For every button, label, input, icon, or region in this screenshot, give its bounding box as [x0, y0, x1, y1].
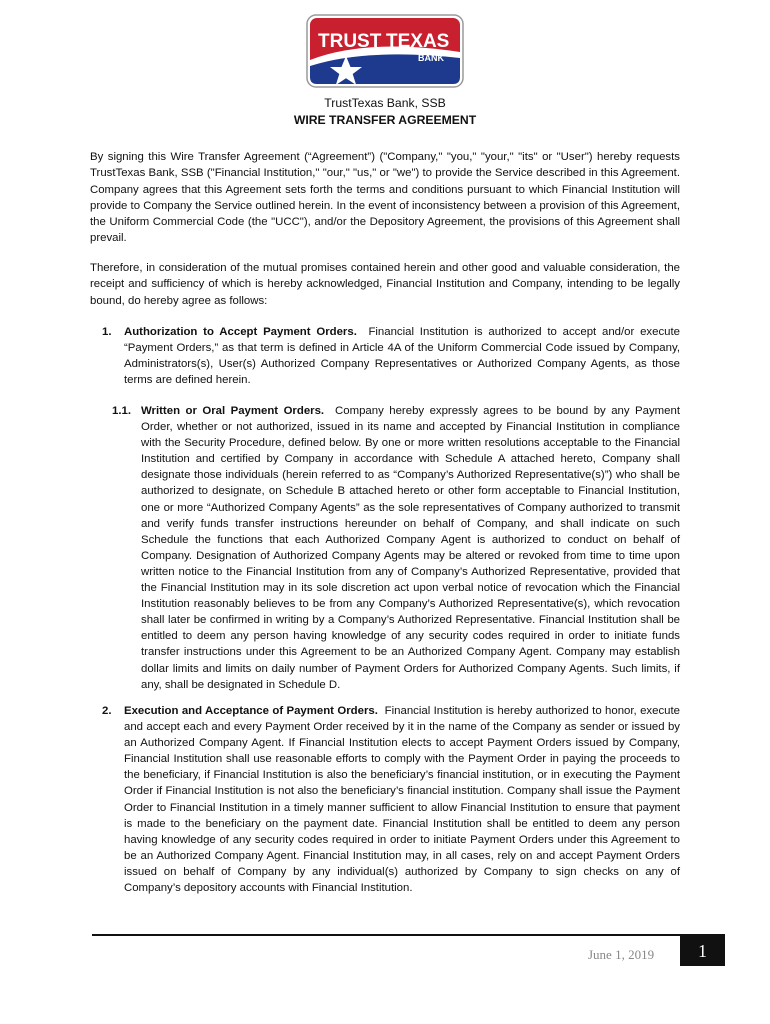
footer-rule — [92, 934, 680, 936]
section-1-1 — [112, 403, 680, 693]
intro-paragraph: By signing this Wire Transfer Agreement (“Agreement”) ("Company," "you," "your," "its" or "User") hereby requests TrustTexas Bank, SSB ("Financial Institution," "our," "us," or "we") to provide the Service described in this Agreement. Company agrees that this Agreement sets forth the terms and conditions pursuant to which Financial Institution will provide to Company the Service outlined herein. In the event of inconsistency between a provision of this Agreement, the Uniform Commercial Code (the "UCC"), and/or the Depository Agreement, the provisions of this Agreement shall prevail. — [90, 151, 680, 245]
logo-texas-text: TEXAS — [386, 31, 450, 52]
section-text: Company hereby expressly agrees to be bound by any Payment Order, whether or not authorized, issued in its name and accepted by Financial Institution in compliance with the Security Procedure, defined below. By one or more written resolutions acceptable to the Financial Institution and certified by Company in accordance with Schedule A attached hereto, Company shall designate those individuals (herein referred to as “Company’s Authorized Representative(s)”) who shall be authorized to designate, on Schedule B attached hereto or other form acceptable to Financial Institution, one or more “Authorized Company Agents” as the sole representatives of Company authorized to transmit and verify funds transfer instructions hereunder on behalf of Company, and shall indicate on such Schedule the functions that each Authorized Company Agent is authorized to conduct on behalf of Company. Designation of Authorized Company Agents may be altered or revoked from time to time upon written notice to the Financial Institution from any of Company’s Authorized Representative, provided that the Financial Institution may in its sole discretion act upon verbal notice of revocation which the Financial Institution reasonably believes to be from any Company’s Authorized Representative(s), which revocation shall later be confirmed in writing by a Company’s Authorized Representative. Financial Institution shall be entitled to deem any person having knowledge of any security codes required in order to initiate funds transfer instructions under this Agreement to be an Authorized Company Agent. Company may establish dollar limits and limits on daily number of Payment Orders for Authorized Company Agents. Such limits, if any, shall be designated in Schedule D. — [141, 405, 680, 691]
footer-date: June 1, 2019 — [588, 947, 655, 962]
section-number: 2. — [102, 705, 112, 717]
document-title: WIRE TRANSFER AGREEMENT — [293, 113, 477, 127]
section-number: 1.1. — [112, 405, 131, 417]
section-heading: Execution and Acceptance of Payment Orders. — [124, 705, 378, 717]
section-text: Financial Institution is authorized to accept and/or execute “Payment Orders,” as that term is defined in Article 4A of the Uniform Commercial Code issued by Company, Administrators(s), User(s) Authorized Company Representatives or Authorized Company Agents, as those terms are defined herein. — [124, 326, 680, 387]
section-text: Financial Institution is hereby authorized to honor, execute and accept each and every Payment Order received by it in the name of the Company as sender or issued by an Authorized Company Agent. If Financial Institution elects to accept Payment Orders issued by Company, Financial Institution shall use reasonable efforts to comply with the Payment Order in paying the proceeds to the beneficiary, if Financial Institution is also the beneficiary’s financial institution, or in executing the Payment Order if Financial Institution is not also the beneficiary’s financial institution. Company shall issue the Payment Order to Financial Institution in a timely manner sufficient to allow Financial Institution to ensure that payment is made to the beneficiary on the payment date. Financial Institution shall be entitled to deem any person having knowledge of any security codes required in order to initiate Payment Orders under this Agreement to be an Authorized Company Agent. Financial Institution may, in all cases, rely on and accept Payment Orders issued on behalf of Company by any individual(s) authorized by Company to sign checks on any of Company’s depository accounts with Financial Institution. — [124, 705, 680, 895]
logo-bank-text: BANK — [418, 53, 444, 63]
section-2 — [102, 703, 680, 896]
section-heading: Authorization to Accept Payment Orders. — [124, 326, 357, 338]
page-number: 1 — [680, 934, 725, 966]
bank-name: TrustTexas Bank, SSB — [324, 96, 446, 110]
section-number: 1. — [102, 326, 112, 338]
section-1 — [102, 324, 680, 388]
logo-trust-text: TRUST — [318, 31, 382, 52]
section-heading: Written or Oral Payment Orders. — [141, 405, 325, 417]
consideration-paragraph: Therefore, in consideration of the mutual promises contained herein and other good and valuable consideration, the receipt and sufficiency of which is hereby acknowledged, Financial Institution and Company, intending to be legally bound, do hereby agree as follows: — [90, 262, 680, 307]
trusttexas-bank-logo — [306, 14, 464, 88]
